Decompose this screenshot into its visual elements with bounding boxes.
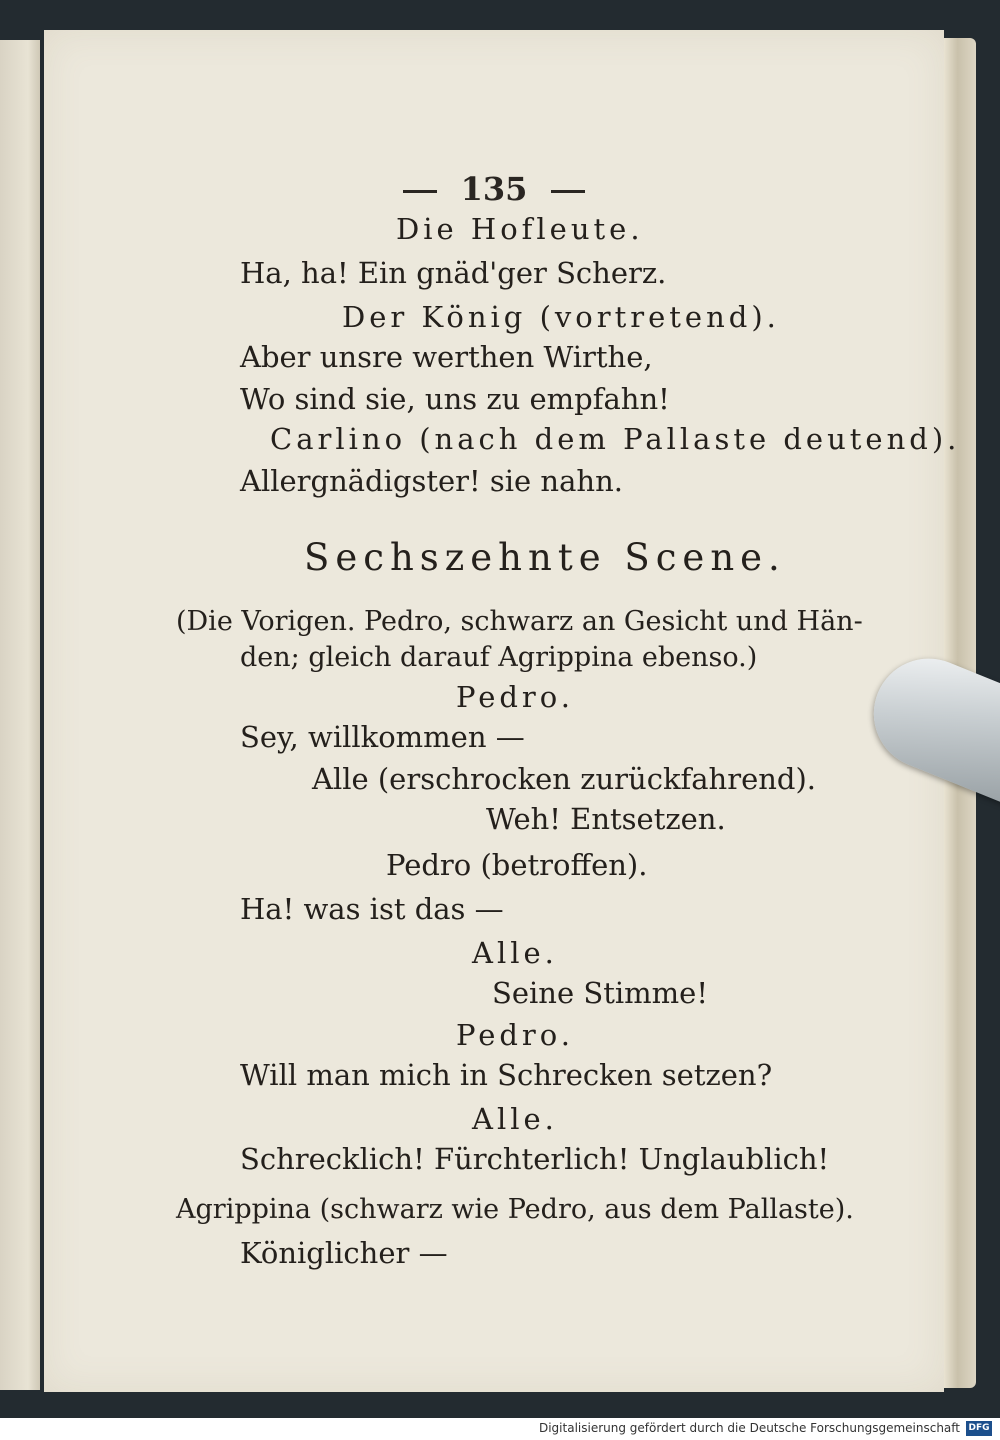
stage-direction: den; gleich darauf Agrippina ebenso.) xyxy=(240,642,758,673)
verse-line: Wo sind sie, uns zu empfahn! xyxy=(240,382,670,416)
speaker-koenig: Der König (vortretend). xyxy=(342,300,780,334)
speaker-alle: Alle. xyxy=(472,1102,558,1136)
footer-credit: Digitalisierung gefördert durch die Deutsche Forschungsgemeinschaft xyxy=(538,1421,960,1435)
verse-line: Allergnädigster! sie nahn. xyxy=(240,464,623,498)
dfg-logo: DFG xyxy=(966,1421,992,1436)
verse-line: Ha! was ist das — xyxy=(240,892,504,926)
speaker-pedro: Pedro. xyxy=(456,680,574,714)
speaker-alle: Alle. xyxy=(472,936,558,970)
left-page-edge xyxy=(0,40,40,1390)
scene-heading: Sechszehnte Scene. xyxy=(304,536,786,579)
page-number-value: 135 xyxy=(460,170,528,208)
verse-line: Königlicher — xyxy=(240,1236,448,1270)
speaker-pedro: Pedro (betroffen). xyxy=(386,848,648,882)
speaker-pedro: Pedro. xyxy=(456,1018,574,1052)
verse-line: Ha, ha! Ein gnäd'ger Scherz. xyxy=(240,256,667,290)
verse-line: Sey, willkommen — xyxy=(240,720,525,754)
speaker-hofleute: Die Hofleute. xyxy=(396,212,644,246)
verse-line: Seine Stimme! xyxy=(492,976,708,1010)
verse-line: Will man mich in Schrecken setzen? xyxy=(240,1058,773,1092)
book-page xyxy=(44,30,961,1392)
stage-direction: (Die Vorigen. Pedro, schwarz an Gesicht und Hän- xyxy=(176,606,863,637)
speaker-alle: Alle (erschrocken zurückfahrend). xyxy=(312,762,817,796)
verse-line: Weh! Entsetzen. xyxy=(486,802,726,836)
dash-right xyxy=(551,190,585,193)
verse-line: Schrecklich! Fürchterlich! Unglaublich! xyxy=(240,1142,830,1176)
dash-left xyxy=(403,190,437,193)
verse-line: Aber unsre werthen Wirthe, xyxy=(240,340,653,374)
speaker-carlino: Carlino (nach dem Pallaste deutend). xyxy=(270,422,961,456)
speaker-agrippina: Agrippina (schwarz wie Pedro, aus dem Pallaste). xyxy=(176,1194,854,1225)
footer-bar xyxy=(0,1418,1000,1440)
page-number xyxy=(44,170,944,208)
